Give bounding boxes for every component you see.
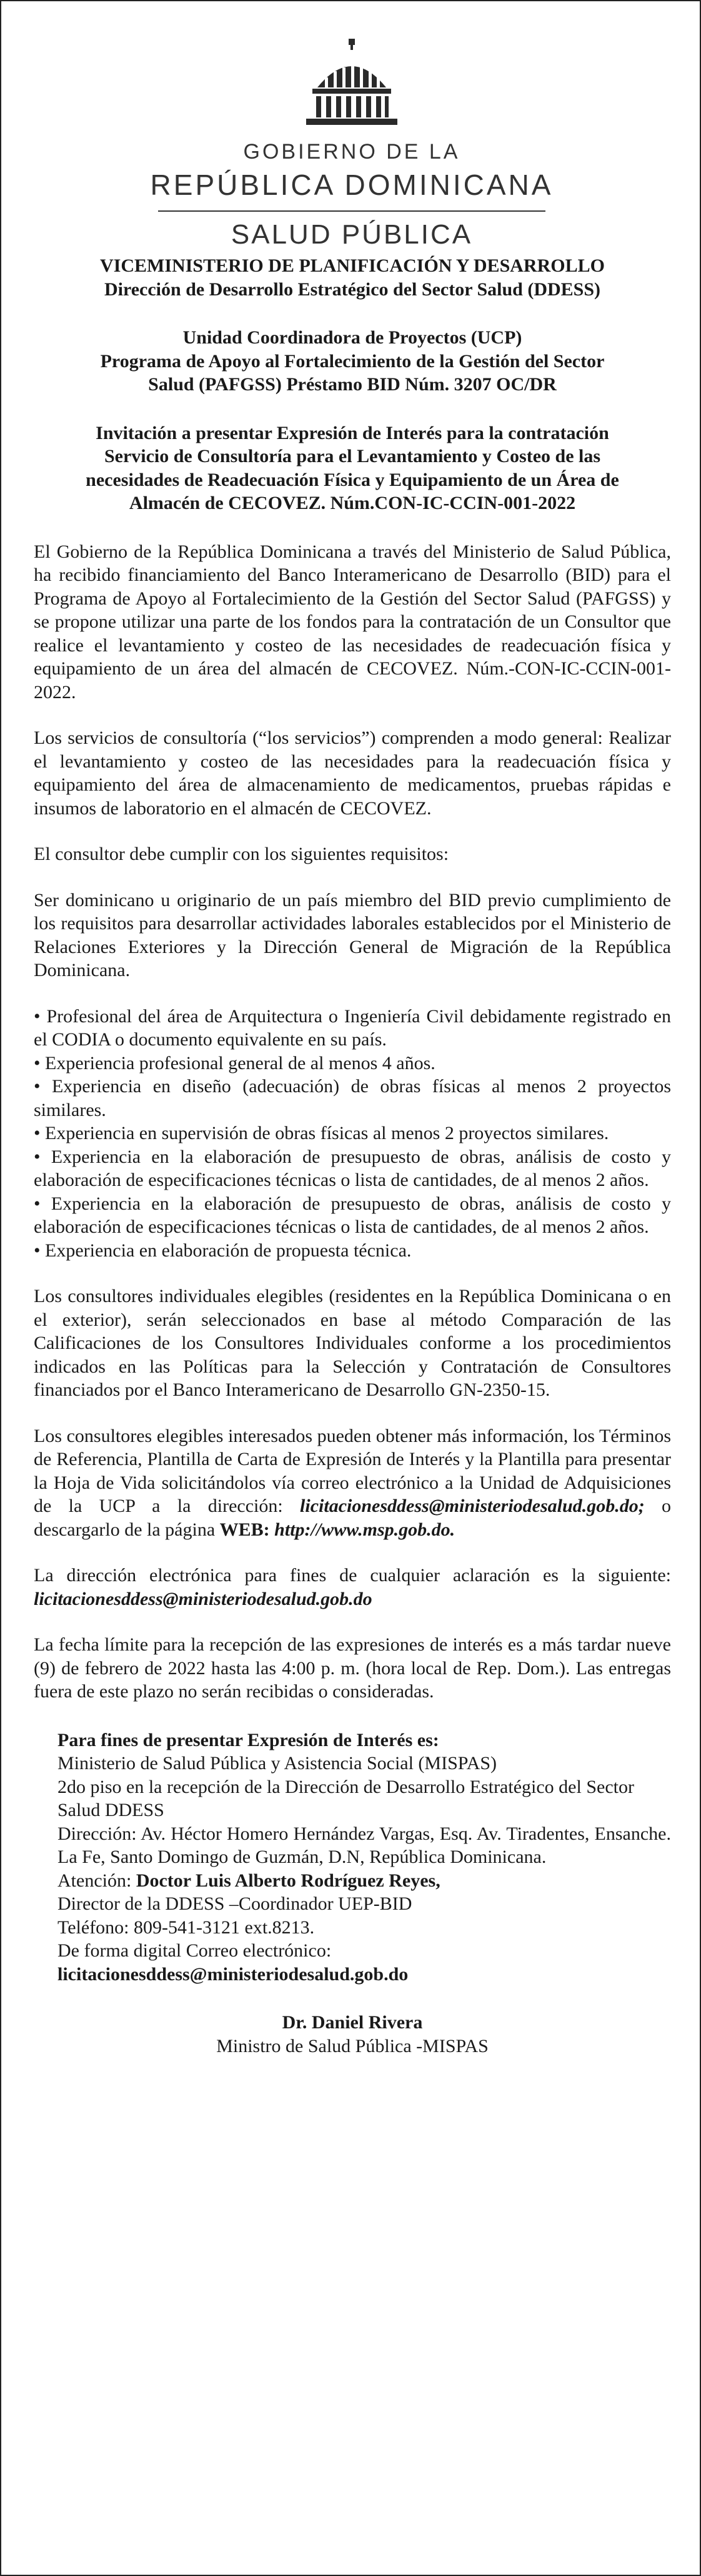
contact-line-4: Director de la DDESS –Coordinador UEP-BID: [57, 1893, 412, 1914]
list-item: • Profesional del área de Arquitectura o Ingeniería Civil debidamente registrado en el CODIA o documento equivalente en su país.: [34, 1005, 671, 1052]
gov-line-3: SALUD PÚBLICA: [231, 219, 473, 250]
paragraph-nationality: Ser dominicano u originario de un país miembro del BID previo cumplimiento de los requisitos para desarrollar actividades laborales establecidos por el Ministerio de Relaciones Exteriores y la Dirección General de Migración de la República Dominicana.: [34, 889, 671, 980]
list-item: • Experiencia en la elaboración de presupuesto de obras, análisis de costo y elaboración de especificaciones técnicas o lista de cantidades, de al menos 2 años.: [34, 1145, 671, 1192]
signature-block: [34, 2011, 671, 2058]
invitation-line-1: Invitación a presentar Expresión de Interés para la contratación: [96, 422, 609, 443]
list-item: • Experiencia en la elaboración de presupuesto de obras, análisis de costo y elaboración de especificaciones técnicas o lista de cantidades, de al menos 2 años.: [34, 1192, 671, 1239]
header-divider: [158, 210, 545, 212]
paragraph-clarification: [34, 1564, 671, 1611]
title-line-1: VICEMINISTERIO DE PLANIFICACIÓN Y DESARROLLO: [100, 255, 605, 276]
paragraph-services: Los servicios de consultoría (“los servicios”) comprenden a modo general: Realizar el levantamiento y costeo de las necesidades para la readecuación física y equipamiento del área de almacenamiento de medicamentos, pruebas rápidas e insumos de laboratorio en el almacén de CECOVEZ.: [34, 728, 671, 819]
unit-line-3: Salud (PAFGSS) Préstamo BID Núm. 3207 OC/DR: [148, 374, 557, 395]
contact-heading: Para fines de presentar Expresión de Interés es:: [57, 1729, 439, 1750]
email-link[interactable]: licitacionesddess@ministeriodesalud.gob.do;: [300, 1496, 645, 1516]
contact-line-2: 2do piso en la recepción de la Dirección de Desarrollo Estratégico del Sector Salud DDESS: [57, 1776, 634, 1820]
paragraph-selection-method: Los consultores individuales elegibles (residentes en la República Dominicana o en el exterior), serán seleccionados en base al método Comparación de las Calificaciones de los Consultores Individuales conforme a los procedimientos indicados en las Políticas para la Selección y Contratación de Consultores financiados por el Banco Interamericano de Desarrollo GN-2350-15.: [34, 1286, 671, 1400]
contact-attention: [57, 1869, 671, 1893]
contact-address: Dirección: Av. Héctor Homero Hernández Vargas, Esq. Av. Tiradentes, Ensanche. La Fe, Santo Domingo de Guzmán, D.N, República Dominicana.: [57, 1823, 671, 1867]
paragraph-funding: El Gobierno de la República Dominicana a través del Ministerio de Salud Pública, ha recibido financiamiento del Banco Interamericano de Desarrollo (BID) para el Programa de Apoyo al Fortalecimiento de la Gestión del Sector Salud (PAFGSS) y se propone utilizar una parte de los fondos para la contratación de un Consultor que realice el levantamiento y costeo de las necesidades de readecuación física y equipamiento de un área del almacén de CECOVEZ. Núm.-CON-IC-CCIN-001-2022.: [34, 541, 671, 703]
contact-phone: Teléfono: 809-541-3121 ext.8213.: [57, 1917, 315, 1938]
invitation-line-4: Almacén de CECOVEZ. Núm.CON-IC-CCIN-001-2022: [129, 493, 576, 513]
signatory-name: Dr. Daniel Rivera: [282, 2012, 423, 2033]
title-line-2: Dirección de Desarrollo Estratégico del Sector Salud (DDESS): [104, 279, 601, 300]
list-item: • Experiencia en diseño (adecuación) de obras físicas al menos 2 proyectos similares.: [34, 1075, 671, 1122]
paragraph-more-info: [34, 1424, 671, 1542]
more-info-text: Los consultores elegibles interesados pueden obtener más información, los Términos de Referencia, Plantilla de Carta de Expresión de Interés y la Plantilla para presentar la Hoja de Vida solicitándolos vía correo electrónico a la Unidad de Adquisiciones de la UCP a la dirección:: [34, 1425, 671, 1516]
paragraph-deadline: La fecha límite para la recepción de las expresiones de interés es a más tardar nueve (9) de febrero de 2022 hasta las 4:00 p. m. (hora local de Rep. Dom.). Las entregas fuera de este plazo no serán recibidas o consideradas.: [34, 1634, 671, 1702]
unit-line-2: Programa de Apoyo al Fortalecimiento de la Gestión del Sector: [100, 350, 605, 372]
invitation-line-3: necesidades de Readecuación Física y Equipamiento de un Área de: [86, 469, 619, 490]
document-body: [34, 254, 671, 2058]
clarification-text: La dirección electrónica para fines de cualquier aclaración es la siguiente:: [34, 1565, 671, 1586]
unit-line-1: Unidad Coordinadora de Proyectos (UCP): [182, 327, 522, 348]
web-label: WEB:: [219, 1519, 270, 1540]
paragraph-requirements-intro: El consultor debe cumplir con los siguientes requisitos:: [34, 844, 449, 864]
gov-line-2: REPÚBLICA DOMINICANA: [150, 169, 554, 201]
list-item: • Experiencia en supervisión de obras físicas al menos 2 proyectos similares.: [34, 1122, 671, 1145]
attention-name: Doctor Luis Alberto Rodríguez Reyes,: [136, 1870, 440, 1891]
invitation-block: [34, 422, 671, 515]
clarification-email-link[interactable]: licitacionesddess@ministeriodesalud.gob.do: [34, 1588, 372, 1609]
contact-line-6: De forma digital Correo electrónico:: [57, 1940, 332, 1961]
attention-label: Atención:: [57, 1870, 136, 1891]
invitation-line-2: Servicio de Consultoría para el Levantamiento y Costeo de las: [104, 446, 601, 466]
national-palace-dome-logo: [299, 39, 405, 126]
contact-email-link[interactable]: licitacionesddess@ministeriodesalud.gob.do: [57, 1963, 409, 1985]
contact-block: [34, 1729, 671, 1986]
website-link[interactable]: http://www.msp.gob.do.: [274, 1519, 455, 1540]
list-item: • Experiencia en elaboración de propuesta técnica.: [34, 1239, 671, 1263]
requirements-list: [34, 1005, 671, 1263]
signatory-title: Ministro de Salud Pública -MISPAS: [216, 2035, 489, 2056]
list-item: • Experiencia profesional general de al menos 4 años.: [34, 1052, 671, 1075]
more-info-mid: o descargarlo de la página: [34, 1496, 672, 1540]
contact-line-1: Ministerio de Salud Pública y Asistencia Social (MISPAS): [57, 1753, 497, 1774]
government-header: [1, 39, 701, 250]
unit-block: [34, 326, 671, 397]
gov-line-1: GOBIERNO DE LA: [243, 140, 460, 164]
title-block: [34, 254, 671, 301]
